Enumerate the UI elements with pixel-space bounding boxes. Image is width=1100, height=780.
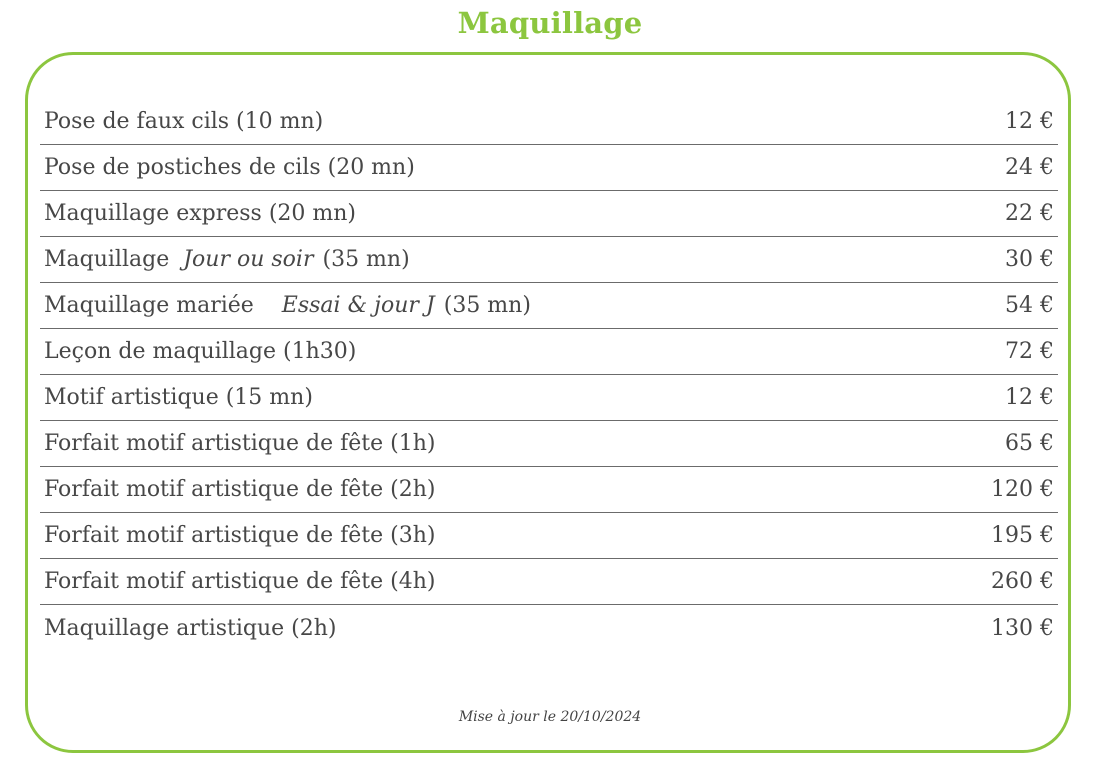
service-price: 24 € [1005,155,1054,180]
service-price: 22 € [1005,201,1054,226]
service-label-italic: Essai & jour J [281,293,435,318]
service-label-italic: Jour ou soir [183,247,314,272]
service-label-suffix: (35 mn) [322,247,410,272]
price-row [40,237,1058,283]
service-label: Pose de faux cils (10 mn) [44,109,324,134]
page-title: Maquillage [457,6,643,40]
price-row [40,99,1058,145]
price-row [40,559,1058,605]
service-price: 130 € [991,615,1054,641]
service-price: 12 € [1005,385,1054,410]
service-label: Maquillage artistique (2h) [44,615,337,641]
service-price: 260 € [991,569,1054,594]
price-row [40,375,1058,421]
service-label-prefix: Maquillage mariée [44,293,254,318]
service-price: 120 € [991,477,1054,502]
service-price: 195 € [991,523,1054,548]
service-label: Pose de postiches de cils (20 mn) [44,155,415,180]
price-row [40,283,1058,329]
service-label: Forfait motif artistique de fête (3h) [44,523,436,548]
price-row [40,513,1058,559]
price-row [40,605,1058,651]
price-row [40,145,1058,191]
service-price: 30 € [1005,247,1054,272]
service-label: Maquillage express (20 mn) [44,201,357,226]
service-price: 72 € [1005,339,1054,364]
service-label-suffix: (35 mn) [443,293,531,318]
price-row [40,421,1058,467]
service-label [44,247,410,272]
price-row [40,467,1058,513]
service-label: Motif artistique (15 mn) [44,385,313,410]
service-price: 12 € [1005,109,1054,134]
service-label-prefix: Maquillage [44,247,170,272]
service-label: Forfait motif artistique de fête (2h) [44,477,436,502]
service-label [44,293,531,318]
service-price: 65 € [1005,431,1054,456]
service-label: Forfait motif artistique de fête (1h) [44,431,436,456]
service-label: Leçon de maquillage (1h30) [44,339,357,364]
price-row [40,329,1058,375]
price-row [40,191,1058,237]
price-list [40,99,1058,651]
last-updated-note: Mise à jour le 20/10/2024 [458,709,642,725]
service-label: Forfait motif artistique de fête (4h) [44,569,436,594]
service-price: 54 € [1005,293,1054,318]
